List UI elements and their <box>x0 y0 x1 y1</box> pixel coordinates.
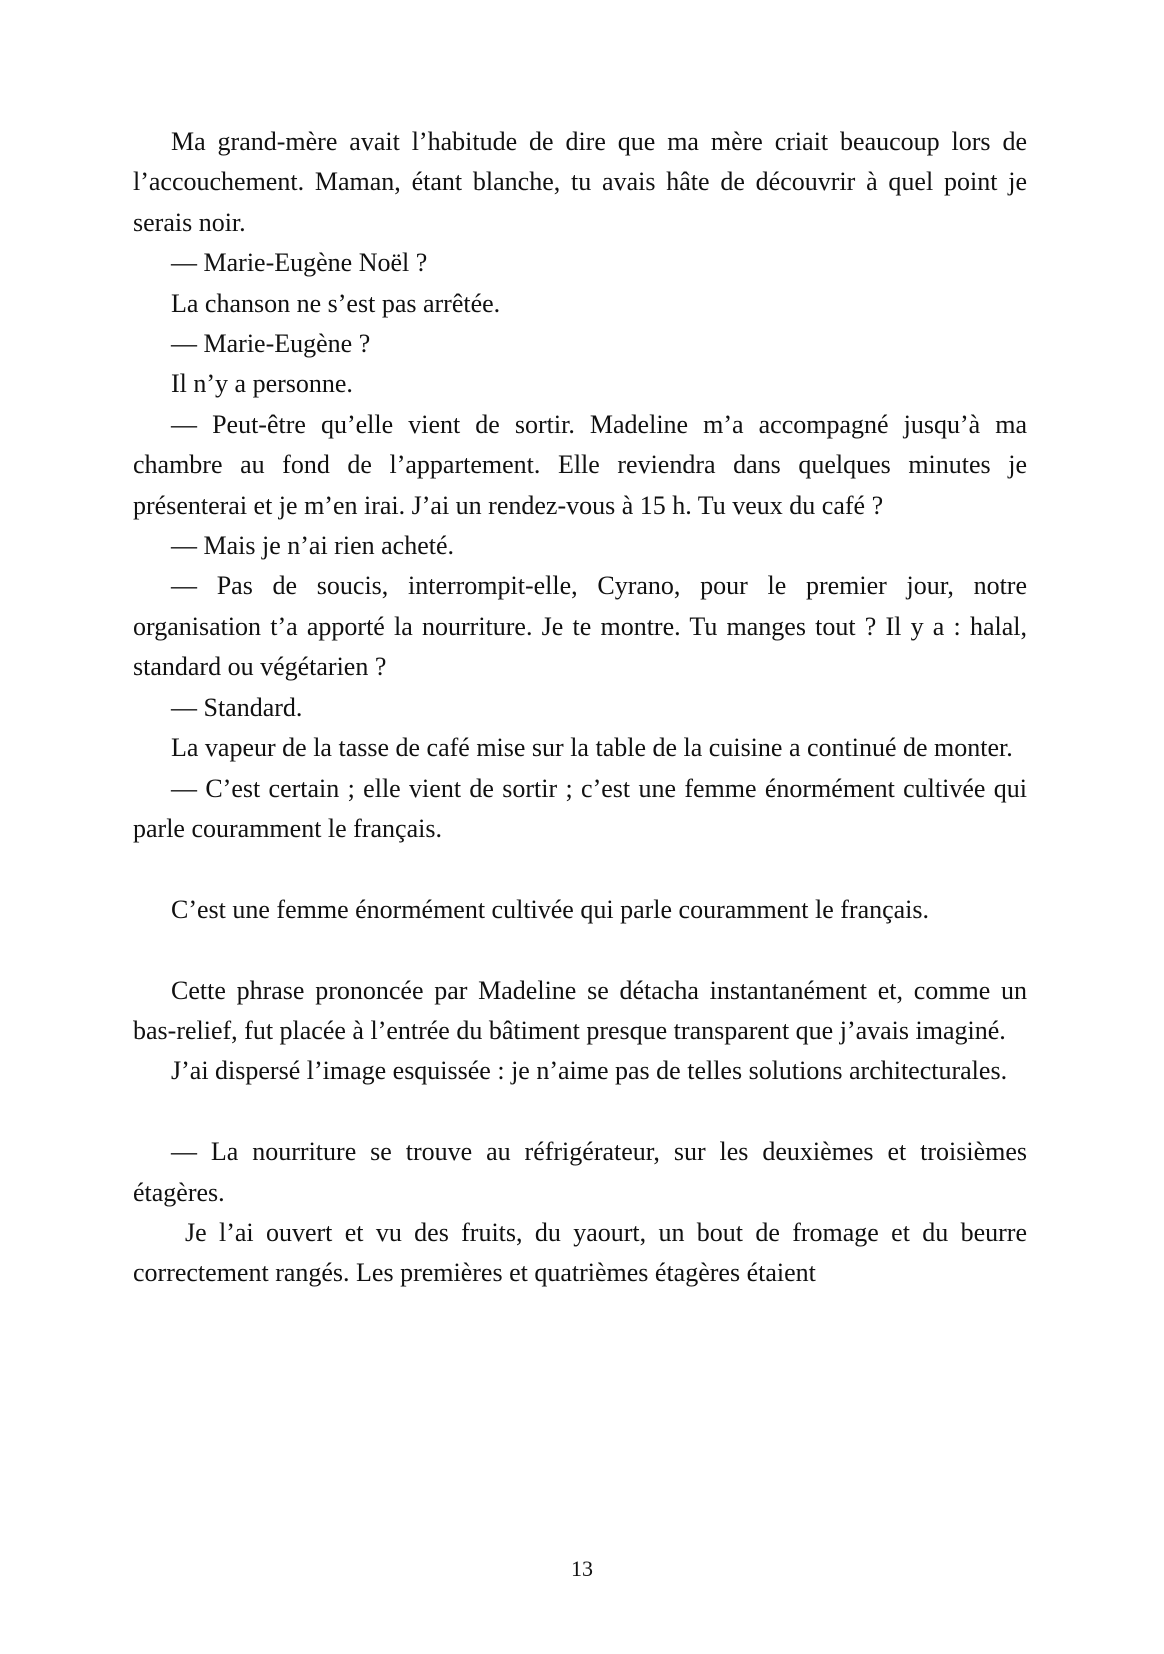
paragraph-16: Je l’ai ouvert et vu des fruits, du yaourt, un bout de fromage et du beurre correctement rangés. Les premières et quatrièmes étagères étaient <box>133 1217 1027 1288</box>
paragraph-10: La vapeur de la tasse de café mise sur la table de la cuisine a continué de monter. <box>171 733 1013 763</box>
paragraph-1: Ma grand-mère avait l’habitude de dire que ma mère criait beaucoup lors de l’accouchement. Maman, étant blanche, tu avais hâte de découvrir à quel point je serais noir. <box>133 127 1027 237</box>
paragraph-5: Il n’y a personne. <box>171 369 353 399</box>
paragraph-gap <box>133 849 1027 889</box>
body-text <box>133 122 1027 1294</box>
paragraph-2: — Marie-Eugène Noël ? <box>171 248 428 278</box>
paragraph-3: La chanson ne s’est pas arrêtée. <box>171 288 501 318</box>
paragraph-6: — Peut-être qu’elle vient de sortir. Madeline m’a accompagné jusqu’à ma chambre au fond de l’appartement. Elle reviendra dans quelques minutes je présenterai et je m’en irai. J’ai un rendez-vous à 15 h. Tu veux du café ? <box>133 409 1027 520</box>
paragraph-8: — Pas de soucis, interrompit-elle, Cyrano, pour le premier jour, notre organisation t’a apporté la nourriture. Je te montre. Tu manges tout ? Il y a : halal, standard ou végétarien ? <box>133 571 1027 682</box>
paragraph-7: — Mais je n’ai rien acheté. <box>171 531 454 561</box>
paragraph-14: J’ai dispersé l’image esquissée : je n’aime pas de telles solutions architecturales. <box>171 1056 1008 1086</box>
paragraph-gap <box>133 1092 1027 1132</box>
paragraph-12: C’est une femme énormément cultivée qui parle couramment le français. <box>171 894 930 924</box>
paragraph-4: — Marie-Eugène ? <box>171 329 371 359</box>
paragraph-gap <box>133 930 1027 970</box>
paragraph-15: — La nourriture se trouve au réfrigérateur, sur les deuxièmes et troisièmes étagères. <box>133 1137 1027 1207</box>
paragraph-13: Cette phrase prononcée par Madeline se détacha instantanément et, comme un bas-relief, fut placée à l’entrée du bâtiment presque transparent que j’avais imaginé. <box>133 975 1027 1045</box>
paragraph-11: — C’est certain ; elle vient de sortir ; c’est une femme énormément cultivée qui parle couramment le français. <box>133 773 1027 843</box>
paragraph-9: — Standard. <box>171 692 303 722</box>
page-number: 13 <box>571 1556 593 1581</box>
